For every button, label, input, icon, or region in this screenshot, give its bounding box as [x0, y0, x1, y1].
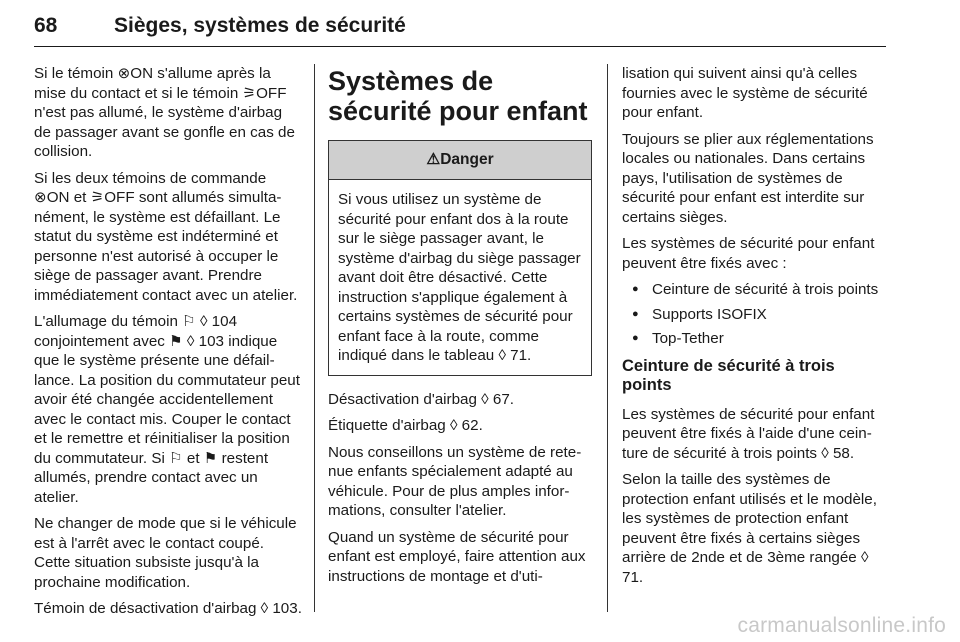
cross-reference: Désactivation d'airbag ◊ 67. [328, 390, 515, 408]
cross-reference: Étiquette d'airbag ◊ 62. [328, 417, 483, 434]
danger-header: ⚠Danger [329, 141, 591, 180]
page-number: 68 [34, 14, 58, 37]
column-middle [328, 64, 592, 593]
list-item: ● Ceinture de sécurité à trois points [622, 280, 888, 300]
paragraph: Si les deux témoins de commande ⊗ON et ⚞OFF sont allumés simultanément, le système est défaillant. Le statut du système est indéterminé et personne n'est autorisé à occuper le siège de passager avant. Prendre immédiatement contact avec un atelier. [34, 169, 298, 304]
section-title: Systèmes de sécurité pour enfant [328, 66, 588, 126]
watermark: carmanualsonline.info [737, 614, 946, 637]
paragraph: Les systèmes de sécurité pour enfant peuvent être fixés avec : [622, 235, 875, 272]
paragraph: Témoin de désactivation d'airbag ◊ 103. [34, 600, 302, 617]
paragraph: Toujours se plier aux réglementations locales ou nationales. Dans certains pays, l'utilisation de systèmes de sécurité pour enfant est interdite sur certains sièges. [622, 130, 874, 226]
paragraph: Si le témoin ⊗ON s'allume après la mise du contact et si le témoin ⚞OFF n'est pas allumé, le système d'airbag de passager avant se gonfle en cas de collision. [34, 65, 295, 160]
paragraph: Nous conseillons un système de retenue enfants spécialement adapté au véhicule. Pour de plus amples informations, consulter l'atelier. [328, 443, 582, 519]
list-item: ● Supports ISOFIX [622, 305, 888, 325]
list-item: ● Top-Tether [622, 329, 888, 349]
paragraph: L'allumage du témoin ⚐ ◊ 104 conjointement avec ⚑ ◊ 103 indique que le système présente une défaillance. La position du commutateur peut avoir été changée accidentellement avec le contact mis. Couper le contact et le remettre et réinitialiser la position du commutateur. Si ⚐ et ⚑ restent allumés, prendre contact avec un atelier. [34, 313, 300, 506]
page-header [34, 8, 886, 47]
paragraph: Selon la taille des systèmes de protection enfant utilisés et le modèle, les systèmes de protection enfant peuvent être fixés à certains sièges arrière de 2nde et de 3ème rangée ◊ 71. [622, 471, 877, 586]
paragraph: lisation qui suivent ainsi qu'à celles fournies avec le système de sécurité pour enfant. [622, 65, 868, 121]
paragraph: Ne changer de mode que si le véhicule est à l'arrêt avec le contact coupé. Cette situation subsiste jusqu'à la prochaine modification. [34, 515, 297, 591]
paragraph: Les systèmes de sécurité pour enfant peuvent être fixés à l'aide d'une ceinture de sécurité à trois points ◊ 58. [622, 405, 875, 462]
subsection-title: Ceinture de sécurité à trois points [622, 356, 835, 394]
bullet-list [622, 280, 888, 349]
paragraph: Quand un système de sécurité pour enfant est employé, faire attention aux instructions de montage et d'uti- [328, 528, 586, 585]
column-divider [314, 64, 315, 612]
danger-box [328, 140, 592, 376]
column-right [622, 64, 888, 594]
page-title: Sièges, systèmes de sécurité [114, 14, 406, 37]
column-divider [607, 64, 608, 612]
danger-text: Si vous utilisez un système de sécurité pour enfant dos à la route sur le siège passager avant, le système d'airbag du siège passager avant doit être désactivé. Cette instruction s'applique également à certains systèmes de sécurité pour enfant face à la route, comme indiqué dans le tableau ◊ 71. [338, 191, 581, 364]
column-left [34, 64, 302, 626]
